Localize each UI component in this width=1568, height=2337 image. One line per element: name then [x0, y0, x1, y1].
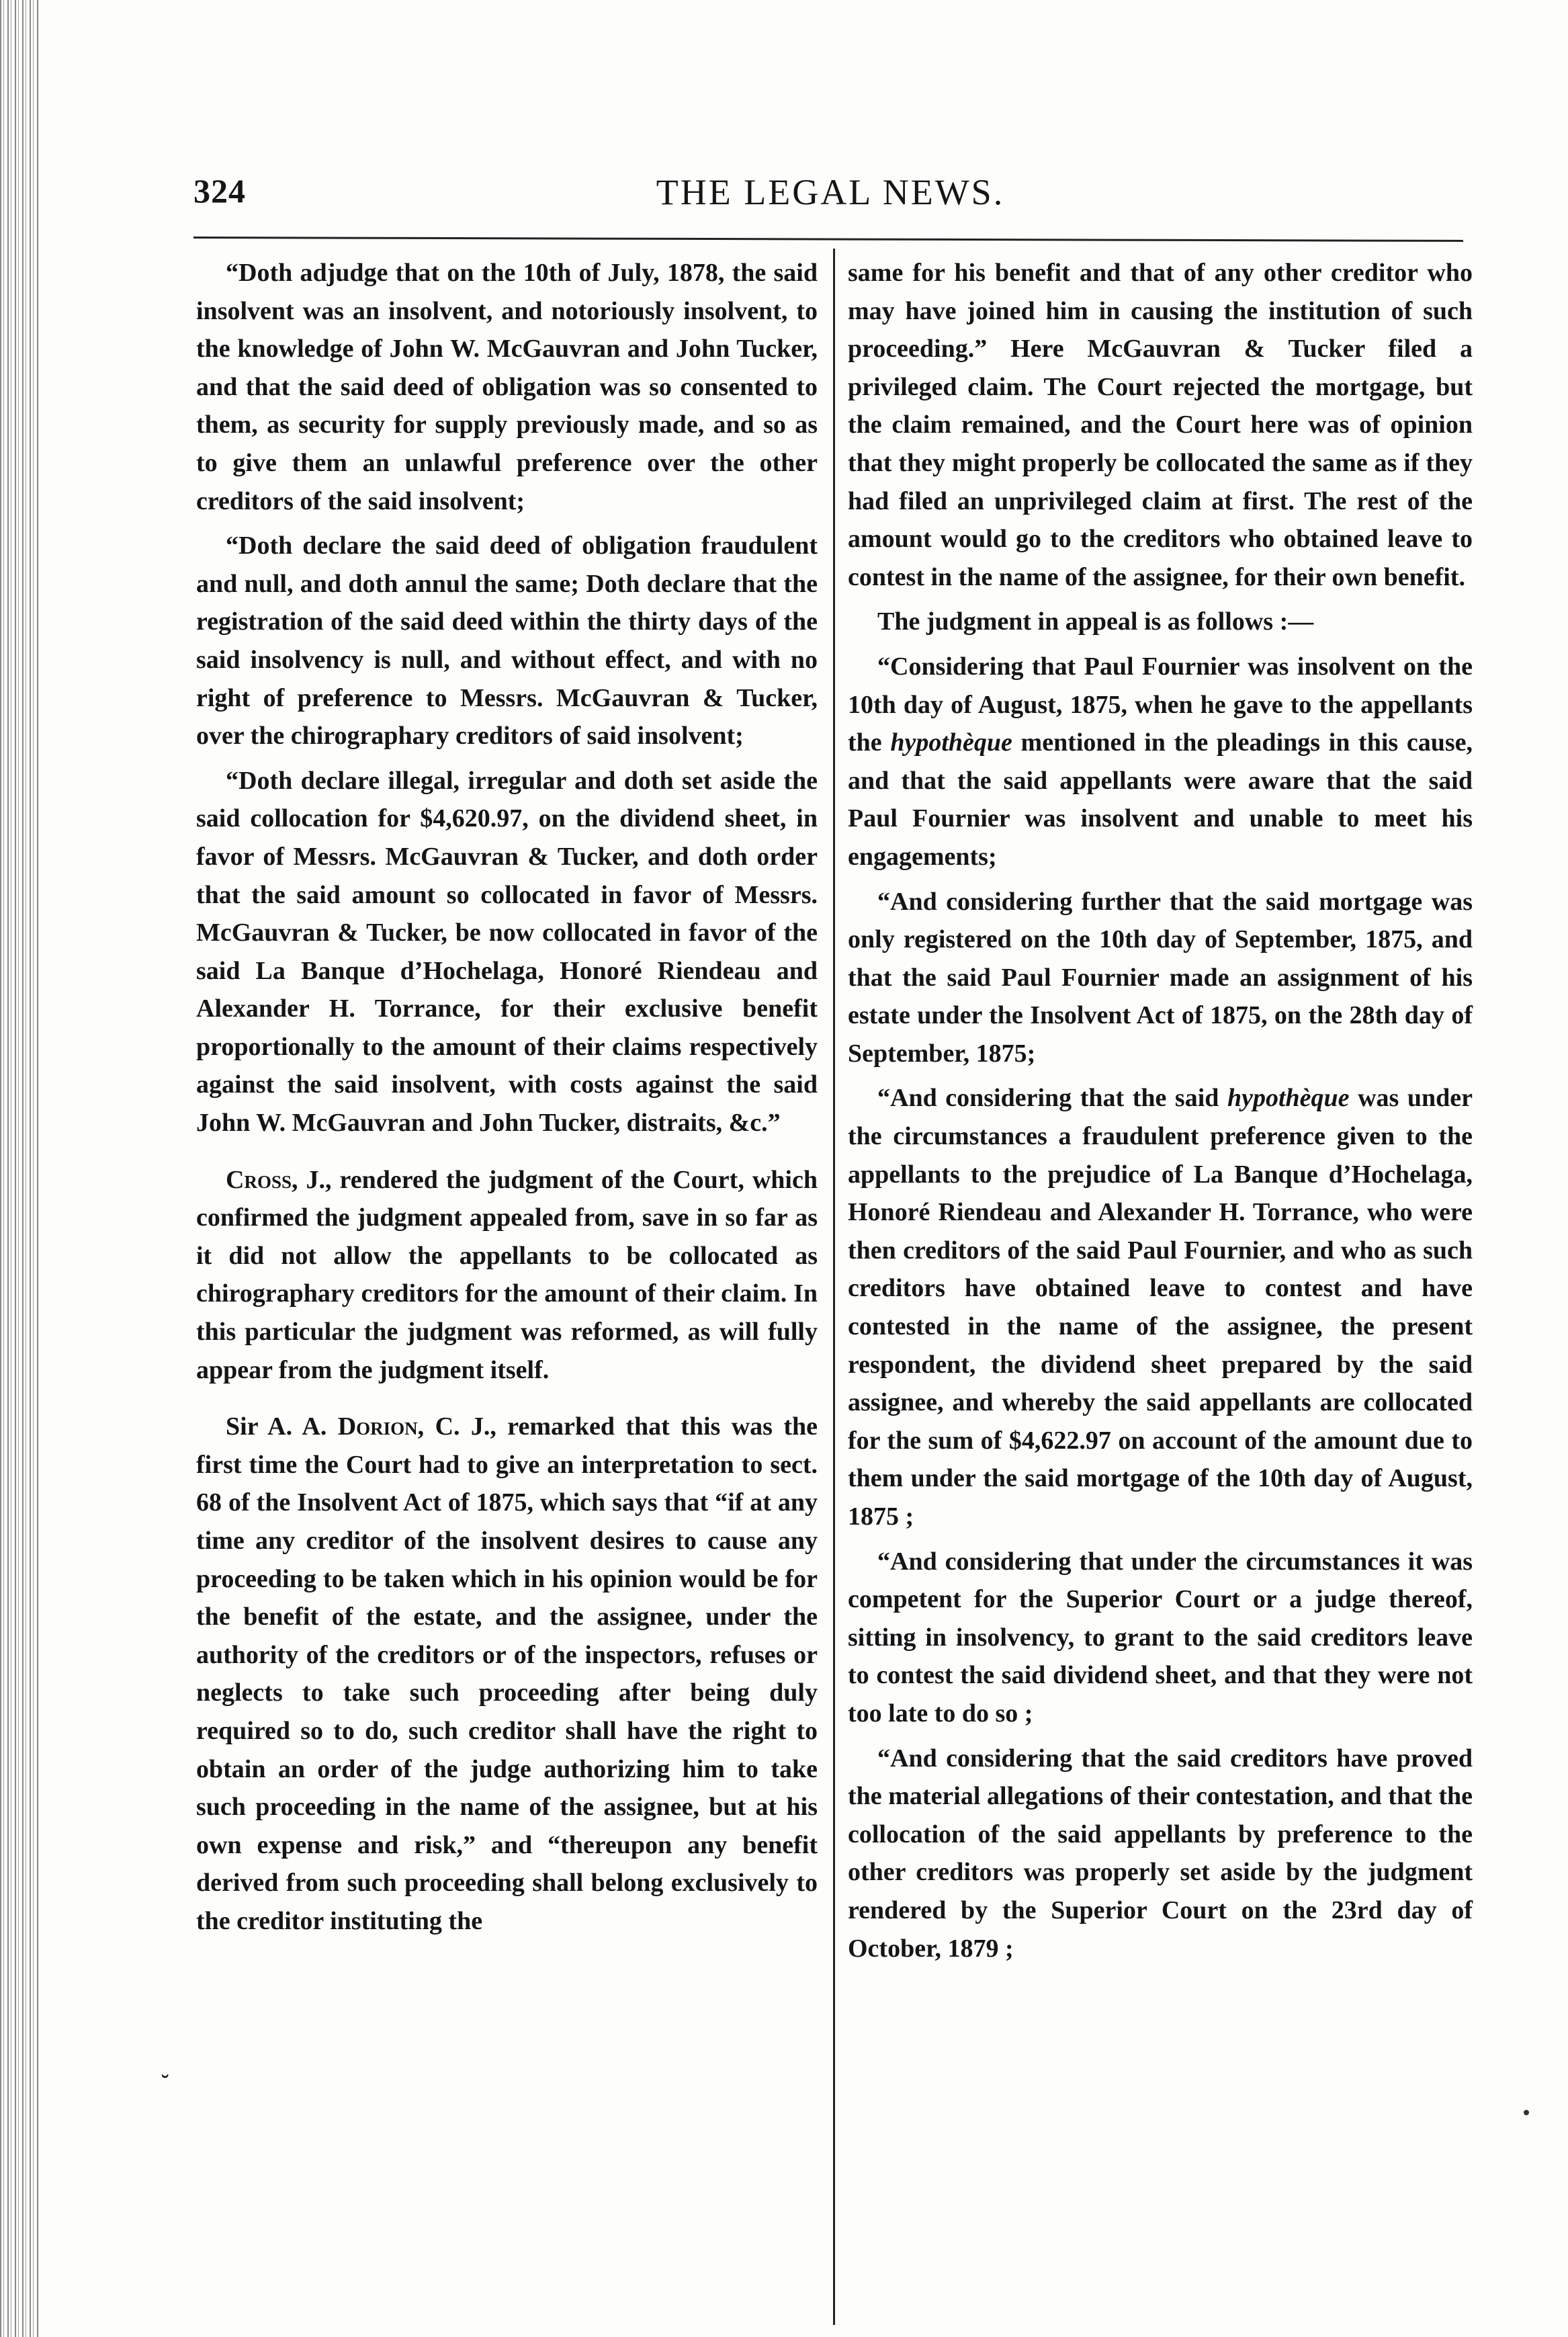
hypotheque-term: hypothèque: [1227, 1084, 1350, 1113]
paragraph-cross-judgment: [196, 1161, 818, 1390]
running-title: THE LEGAL NEWS.: [656, 172, 1005, 212]
page-header: [193, 171, 1467, 225]
paragraph-considering-insolvent: [848, 648, 1473, 876]
paragraph-judgment-intro: The judgment in appeal is as follows :—: [877, 607, 1314, 636]
hypotheque-term: hypothèque: [890, 728, 1012, 757]
header-rule: [193, 237, 1463, 242]
paragraph-continuation: same for his benefit and that of any other creditor who may have joined him in causing the institution of such proceeding.” Here McGauvran & Tucker filed a privileged claim. The Court rejected the mortgage, but the claim remained, and the Court here was of opinion that they might properly be collocated the same as if they had filed an unprivileged claim at first. The rest of the amount would go to the creditors who obtained leave to contest in the name of the assignee, for their own benefit.: [848, 259, 1473, 591]
page-number: 324: [193, 172, 246, 210]
column-divider: [833, 249, 835, 2325]
paragraph-declare-fraudulent: “Doth declare the said deed of obligation fraudulent and null, and doth annul the same; Doth declare that the registration of the said deed within the thirty days of the said insolvency is null, and without effect, and with no right of preference to Messrs. McGauvran & Tucker, over the chirographary creditors of said insolvent;: [196, 532, 818, 751]
left-column: [196, 254, 818, 1941]
paragraph-adjudge: “Doth adjudge that on the 10th of July, 1878, the said insolvent was an insolvent, and notoriously insolvent, to the knowledge of John W. McGauvran and John Tucker, and that the said deed of obligation was so consented to them, as security for supply previously made, and so as to give them an unlawful preference over the other creditors of the said insolvent;: [196, 259, 818, 515]
paragraph-cross-text: rendered the judgment of the Court, which confirmed the judgment appealed from, save in so far as it did not allow the appellants to be collocated as chirographary creditors for the amount of their claim. In this particular the judgment was reformed, as will fully appear from the judgment itself.: [196, 1165, 818, 1384]
considering-insolvent-text-a: “Considering that Paul Fournier was insolvent on the 10th day of August, 1875, when he gave to the appellants the: [848, 652, 1473, 757]
scan-speck: [1524, 2110, 1529, 2115]
considering-insolvent-text-b: mentioned in the pleadings in this cause, and that the said appellants were aware that the said Paul Fournier was insolvent and unable to meet his engagements;: [848, 728, 1473, 871]
considering-fraudulent-text-b: was under the circumstances a fraudulent preference given to the appellants to the prejudice of La Banque d’Hochelaga, Honoré Riendeau and Alexander H. Torrance, who were then creditors of the said Paul Fournier, and who as such creditors have obtained leave to contest and have contested in the name of the assignee, the present respondent, the dividend sheet prepared by the said assignee, and whereby the said appellants are collocated for the sum of $4,622.97 on account of the amount due to them under the said mortgage of the 10th day of August, 1875 ;: [848, 1084, 1473, 1531]
judge-name-cross: Cross, J.,: [226, 1165, 332, 1194]
considering-fraudulent-text-a: “And considering that the said: [877, 1084, 1227, 1113]
judge-name-dorion: Dorion,: [337, 1412, 425, 1441]
right-column: [848, 254, 1473, 1967]
margin-mark: ˘: [161, 2071, 169, 2096]
paragraph-considering-proved: “And considering that the said creditors have proved the material allegations of their contestation, and that the collocation of the said appellants by preference to the other creditors was properly set aside by the judgment rendered by the Superior Court on the 23rd day of October, 1879 ;: [848, 1744, 1473, 1963]
paragraph-declare-illegal: “Doth declare illegal, irregular and doth set aside the said collocation for $4,620.97, on the dividend sheet, in favor of Messrs. McGauvran & Tucker, and doth order that the said amount so collocated in favor of Messrs. McGauvran & Tucker, be now collocated in favor of the said La Banque d’Hochelaga, Honoré Riendeau and Alexander H. Torrance, for their exclusive benefit proportionally to the amount of their claims respectively against the said insolvent, with costs against the said John W. McGauvran and John Tucker, distraits, &c.”: [196, 766, 818, 1138]
paragraph-dorion-text: C. J., remarked that this was the first time the Court had to give an interpretation to sect. 68 of the Insolvent Act of 1875, which says that “if at any time any creditor of the insolvent desires to cause any proceeding to be taken which in his opinion would be for the benefit of the estate, and the assignee, under the authority of the creditors or of the inspectors, refuses or neglects to take such proceeding after being duly required so to do, such creditor shall have the right to obtain an order of the judge authorizing him to take such proceeding in the name of the assignee, but at his own expense and risk,” and “thereupon any benefit derived from such proceeding shall belong exclusively to the creditor instituting the: [196, 1412, 818, 1935]
scan-binding-edge: [0, 0, 39, 2337]
paragraph-considering-competent: “And considering that under the circumstances it was competent for the Superior Court or a judge thereof, sitting in insolvency, to grant to the said creditors leave to contest the said dividend sheet, and that they were not too late to do so ;: [848, 1547, 1473, 1728]
paragraph-considering-mortgage: “And considering further that the said mortgage was only registered on the 10th day of September, 1875, and that the said Paul Fournier made an assignment of his estate under the Insolvent Act of 1875, on the 28th day of September, 1875;: [848, 887, 1473, 1068]
dorion-prefix: Sir A. A.: [226, 1412, 338, 1441]
paragraph-dorion-remarks: [196, 1408, 818, 1940]
paragraph-considering-fraudulent: [848, 1079, 1473, 1535]
